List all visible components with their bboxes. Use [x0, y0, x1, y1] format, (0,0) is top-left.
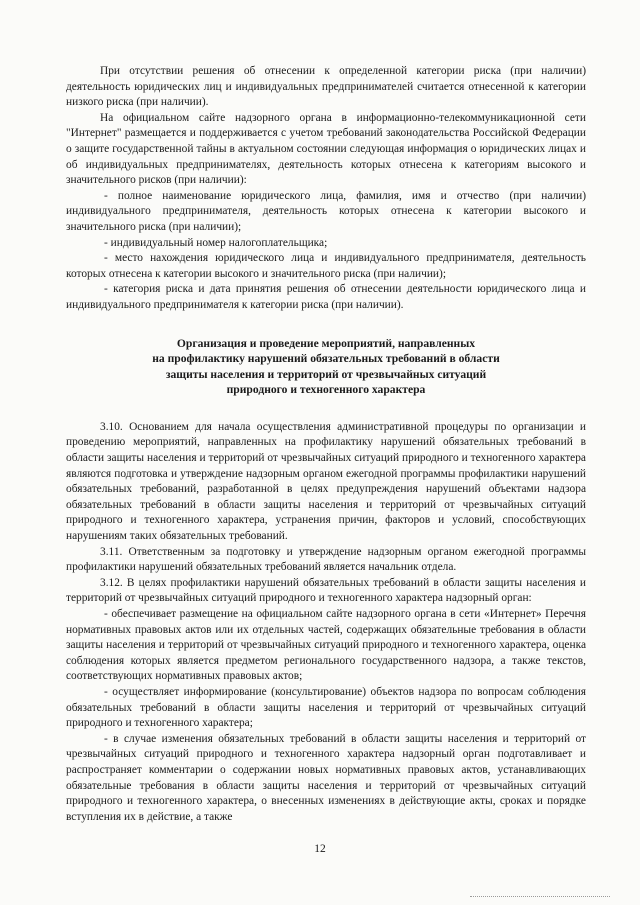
heading-line: Организация и проведение мероприятий, направленных [176, 336, 476, 350]
paragraph: При отсутствии решения об отнесении к определенной категории риска (при наличии) деятельность юридических лиц и индивидуальных предпринимателей считается отнесенной к категории низкого риска (при наличии). [66, 65, 586, 109]
paragraph: На официальном сайте надзорного органа в информационно-телекоммуникационной сети "Интернет" размещается и поддерживается с учетом требований законодательства Российской Федерации о защите государственной тайны в актуальном состоянии следующая информация о юридических лицах и об индивидуальных предпринимателях, деятельность которых отнесена к категориям высокого и значительного рисков (при наличии): [66, 111, 586, 187]
heading-line: защиты населения и территорий от чрезвычайных ситуаций [165, 367, 487, 381]
heading-line: природного и техногенного характера [226, 383, 426, 397]
section-heading [66, 336, 586, 398]
list-item: - индивидуальный номер налогоплательщика; [104, 236, 328, 249]
page-number: 12 [314, 843, 326, 855]
scan-edge-rule [470, 896, 610, 897]
list-item: - в случае изменения обязательных требований в области защиты населения и территорий от чрезвычайных ситуаций природного и техногенного характера надзорный орган подготавливает и распространяет комментарии о содержании новых нормативных правовых актов, устанавливающих обязательные требования в области защиты населения и территорий от чрезвычайных ситуаций природного и техногенного характера, о внесенных изменениях в действующие акты, сроках и порядке вступления их в действие, а также [66, 732, 586, 823]
page-body [66, 64, 586, 825]
list-item: - категория риска и дата принятия решения об отнесении деятельности юридического лица и индивидуального предпринимателя к категории риска (при наличии). [66, 283, 586, 311]
list-item: - обеспечивает размещение на официальном сайте надзорного органа в сети «Интернет» Перечня нормативных правовых актов или их отдельных частей, содержащих обязательные требования в области защиты населения и территорий от чрезвычайных ситуаций природного и техногенного характера, оценка соблюдения которых является предметом регионального государственного надзора, а также текстов, соответствующих нормативных правовых актов; [66, 608, 586, 683]
paragraph: 3.11. Ответственным за подготовку и утверждение надзорным органом ежегодной программы профилактики нарушений обязательных требований является начальник отдела. [66, 545, 586, 574]
paragraph: 3.12. В целях профилактики нарушений обязательных требований в области защиты населения и территорий от чрезвычайных ситуаций природного и техногенного характера надзорный орган: [66, 576, 586, 605]
heading-line: на профилактику нарушений обязательных требований в области [152, 352, 500, 366]
list-item: - осуществляет информирование (консультирование) объектов надзора по вопросам соблюдения обязательных требований в области защиты населения и территорий от чрезвычайных ситуаций природного и техногенного характера; [66, 685, 586, 730]
list-item: - полное наименование юридического лица, фамилия, имя и отчество (при наличии) индивидуального предпринимателя, деятельность которых отнесена к категории высокого и значительного риска (при наличии); [66, 189, 586, 233]
paragraph: 3.10. Основанием для начала осуществления административной процедуры по организации и проведению мероприятий, направленных на профилактику нарушений обязательных требований в области защиты населения и территорий от чрезвычайных ситуаций природного и техногенного характера являются подготовка и утверждение надзорным органом ежегодной программы профилактики нарушений обязательных требований, разработанной в целях предупреждения нарушений объектами надзора обязательных требований в области защиты населения и территорий от чрезвычайных ситуаций природного и техногенного характера, устранения причин, факторов и условий, способствующих нарушениям таких обязательных требований. [66, 420, 586, 543]
list-item: - место нахождения юридического лица и индивидуального предпринимателя, деятельность которых отнесена к категории высокого и значительного риска (при наличии); [66, 252, 586, 280]
